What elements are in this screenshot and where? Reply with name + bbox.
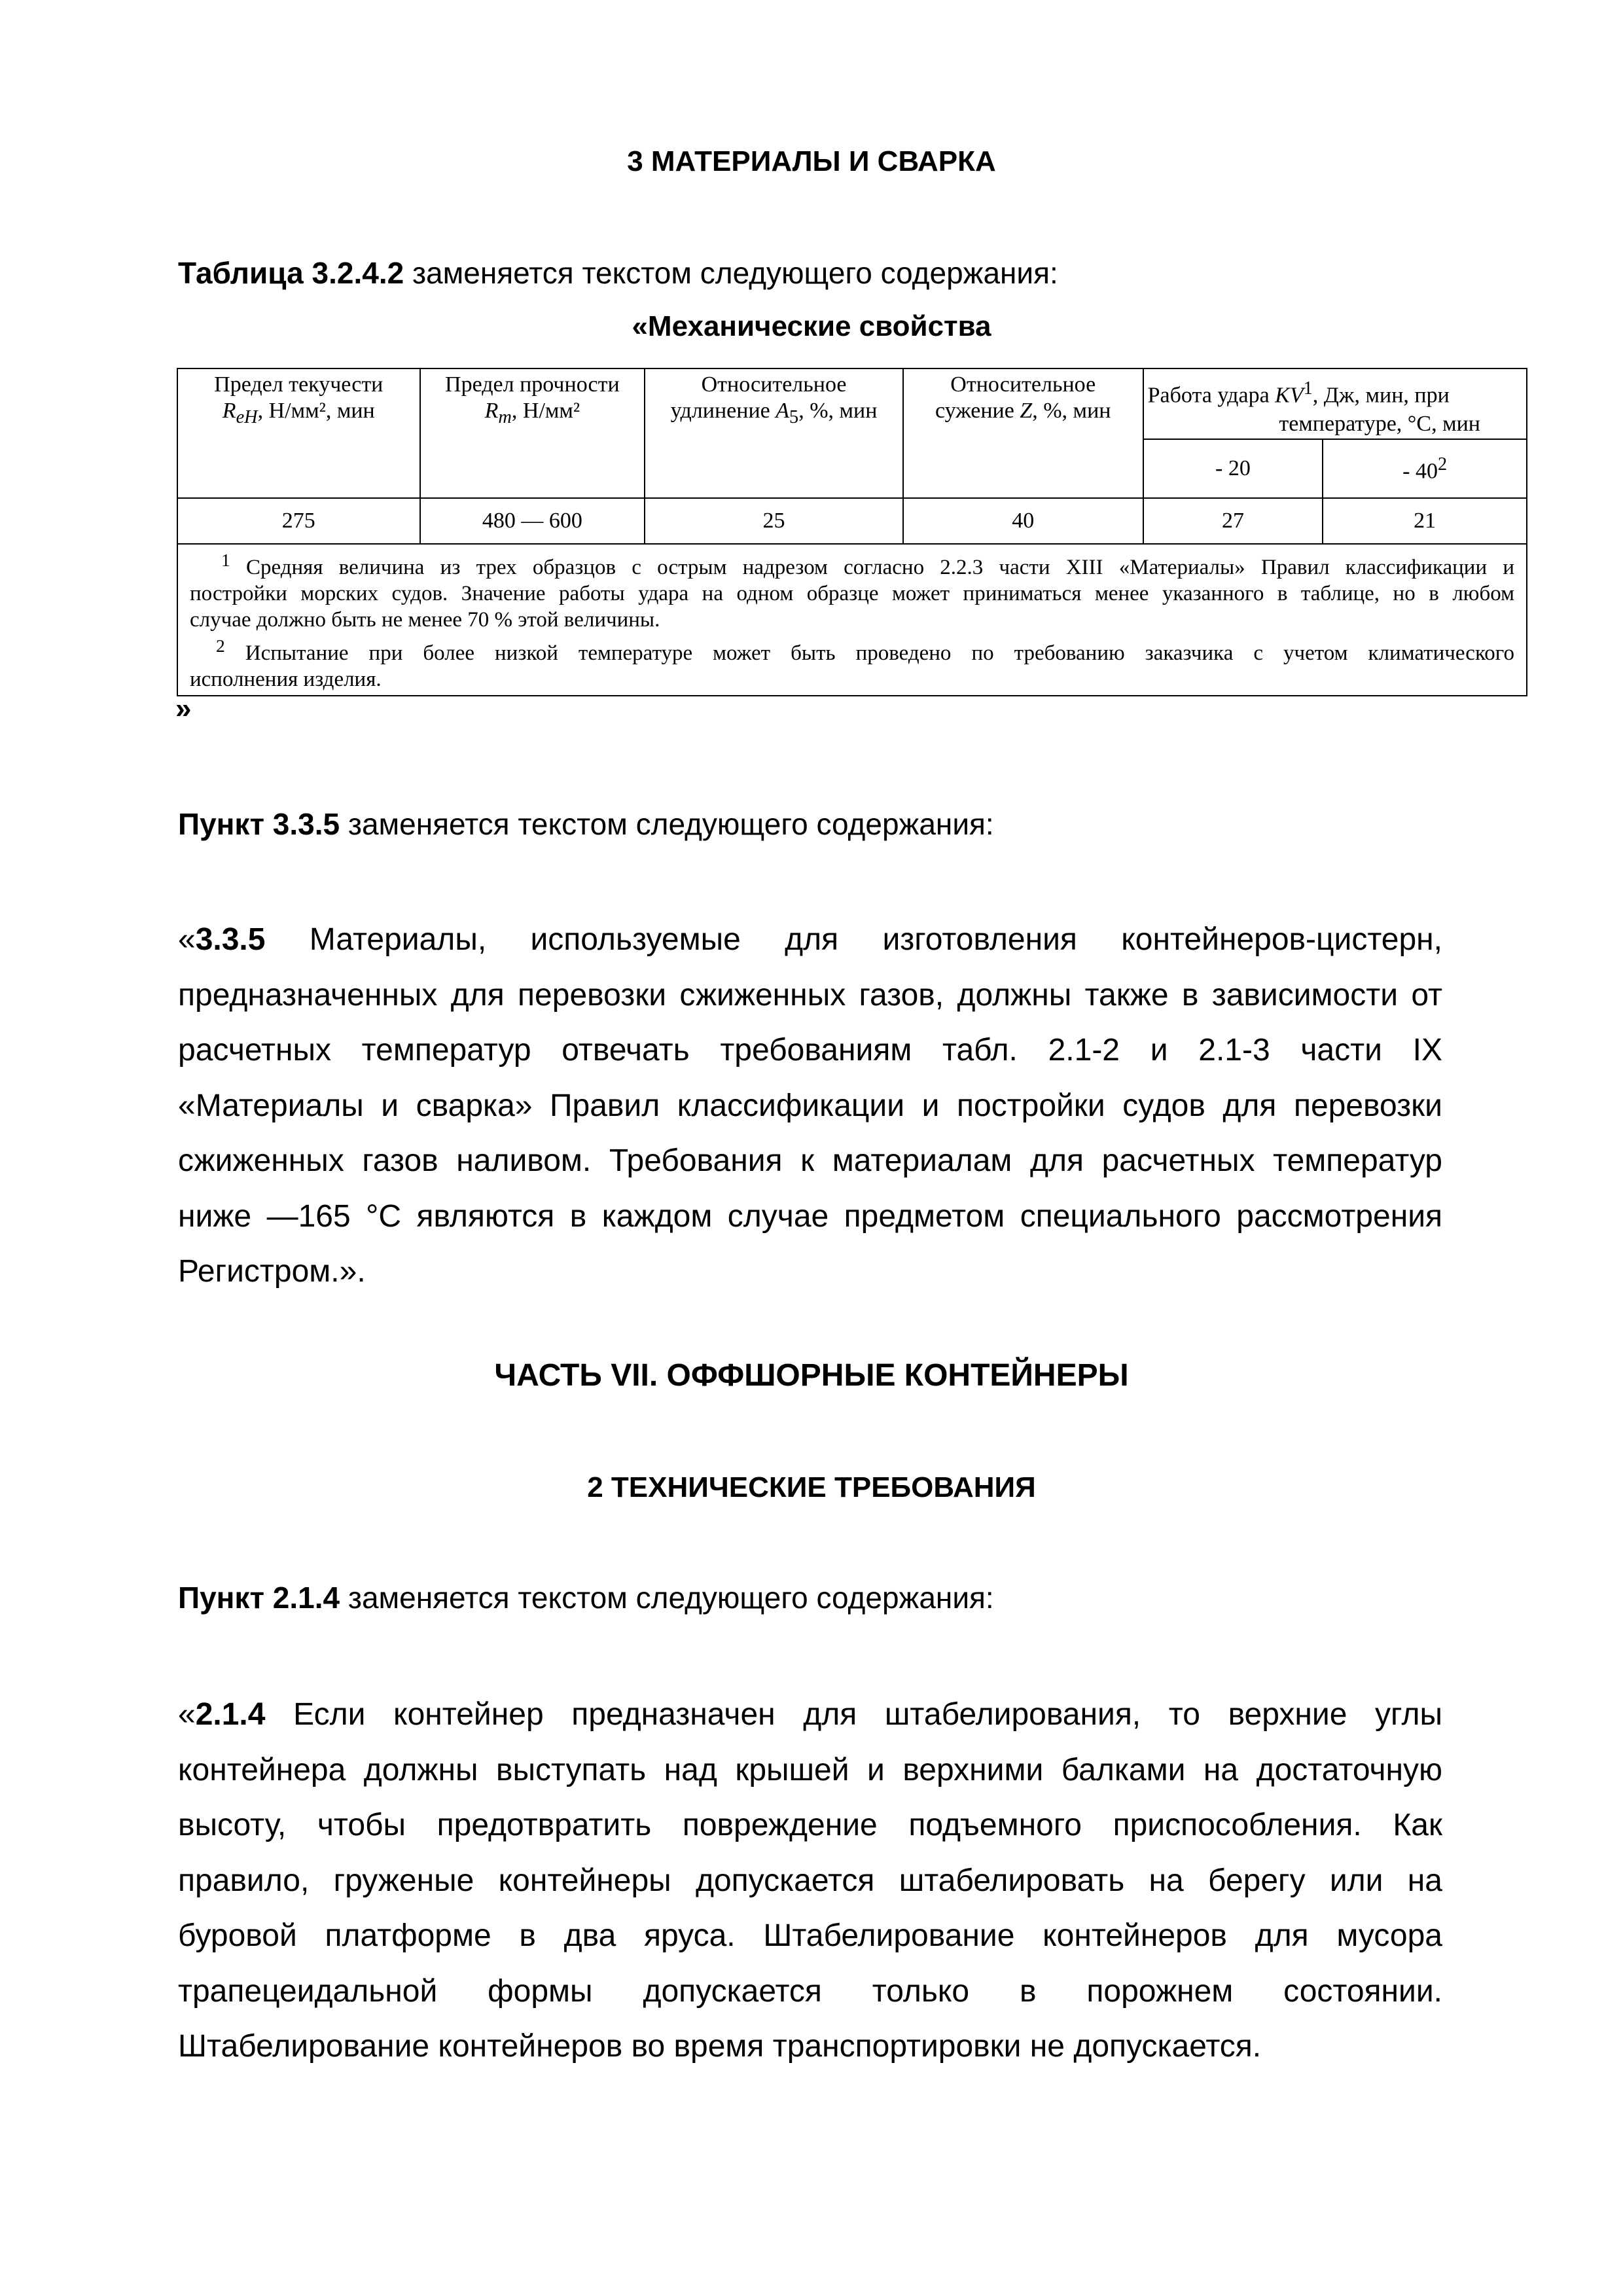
point-214-row-4: правило, груженые контейнеры допускается штабелировать на берегу или на [178, 1863, 1442, 1898]
note-1-row-3: случае должно быть не менее 70 % этой величины. [190, 608, 660, 632]
note-2-row-2: исполнения изделия. [190, 668, 382, 692]
header-tensile-strength: Предел прочности $R_m$, Н/мм² [420, 368, 645, 498]
table-notes [177, 544, 1527, 696]
point-335-row-5: сжиженных газов наливом. Требования к материалам для расчетных температур [178, 1143, 1442, 1178]
value-impact-minus20: 27 [1143, 498, 1323, 544]
header-impact-energy: Работа удара $KV^1$, Дж, мин, при температуре, °С, мин [1143, 368, 1527, 439]
point-214-intro [178, 1580, 994, 1615]
point-335-row-7: Регистром.». [178, 1254, 366, 1289]
table-intro-text: заменяется текстом следующего содержания: [404, 256, 1058, 290]
value-elongation: 25 [645, 498, 903, 544]
note-1-row-2: постройки морских судов. Значение работы удара на одном образце может приниматься менее указанного в таблице, но в любом [190, 582, 1514, 606]
point-335-row-3: расчетных температур отвечать требованиям табл. 2.1-2 и 2.1-3 части IX [178, 1033, 1442, 1067]
section-title: 3 МАТЕРИАЛЫ И СВАРКА [627, 145, 996, 177]
point-214-row-1: «2.1.4 Если контейнер предназначен для штабелирования, то верхние углы [178, 1697, 1442, 1732]
section-2-title: 2 ТЕХНИЧЕСКИЕ ТРЕБОВАНИЯ [587, 1471, 1036, 1503]
header-elongation: Относительное удлинение $A_5$, %, мин [645, 368, 903, 498]
point-214-intro-text: заменяется текстом следующего содержания: [340, 1581, 994, 1615]
header-reduction: Относительное сужение Z, %, мин [903, 368, 1143, 498]
point-214-row-2: контейнера должны выступать над крышей и верхними балками на достаточную [178, 1752, 1442, 1787]
point-214-paragraph [178, 1687, 1442, 2075]
point-335-paragraph [178, 912, 1442, 1300]
value-tensile: 480 — 600 [420, 498, 645, 544]
note-2-row-1: $^2$ Испытание при более низкой температуре может быть проведено по требованию заказчика с учетом климатического [216, 636, 1515, 666]
point-214-row-5: буровой платформе в два яруса. Штабелирование контейнеров для мусора [178, 1918, 1442, 1953]
point-335-row-2: предназначенных для перевозки сжиженных газов, должны также в зависимости от [178, 977, 1442, 1013]
point-214-row-7: Штабелирование контейнеров во время транспортировки не допускается. [178, 2029, 1262, 2064]
table-header-row [177, 368, 1527, 439]
table-ref: Таблица 3.2.4.2 [178, 256, 404, 290]
point-214-ref: Пункт 2.1.4 [178, 1581, 340, 1615]
point-214-row-6: трапецеидальной формы допускается только в порожнем состоянии. [178, 1973, 1442, 2009]
header-temp-minus20: - 20 [1143, 439, 1323, 498]
value-reduction: 40 [903, 498, 1143, 544]
value-yield: 275 [177, 498, 420, 544]
table-close-quote: » [175, 692, 192, 725]
table-values-row [177, 498, 1527, 544]
point-335-intro [178, 806, 994, 842]
note-1-row-1: $^1$ Средняя величина из трех образцов с острым надрезом согласно 2.2.3 части XIII «Материалы» Правил классификации и [221, 550, 1514, 580]
header-temp-minus40: - $40^2$ [1323, 439, 1527, 498]
part-title: ЧАСТЬ VII. ОФФШОРНЫЕ КОНТЕЙНЕРЫ [494, 1358, 1129, 1393]
table-intro [178, 255, 1058, 291]
table-title: «Механические свойства [632, 310, 991, 342]
header-yield-strength: Предел текучести $R_{eH}$, Н/мм², мин [177, 368, 420, 498]
point-335-row-4: «Материалы и сварка» Правил классификации и постройки судов для перевозки [178, 1088, 1442, 1123]
point-214-row-3: высоту, чтобы предотвратить повреждение подъемного приспособления. Как [178, 1808, 1442, 1842]
value-impact-minus40: 21 [1323, 498, 1527, 544]
point-335-row-1: «3.3.5 Материалы, используемые для изготовления контейнеров-цистерн, [178, 922, 1442, 957]
table-notes-row [177, 544, 1527, 696]
point-335-row-6: ниже —165 °С являются в каждом случае предметом специального рассмотрения [178, 1198, 1442, 1234]
mechanical-properties-table [177, 368, 1527, 696]
point-335-intro-text: заменяется текстом следующего содержания: [340, 807, 994, 841]
point-335-ref: Пункт 3.3.5 [178, 807, 340, 841]
